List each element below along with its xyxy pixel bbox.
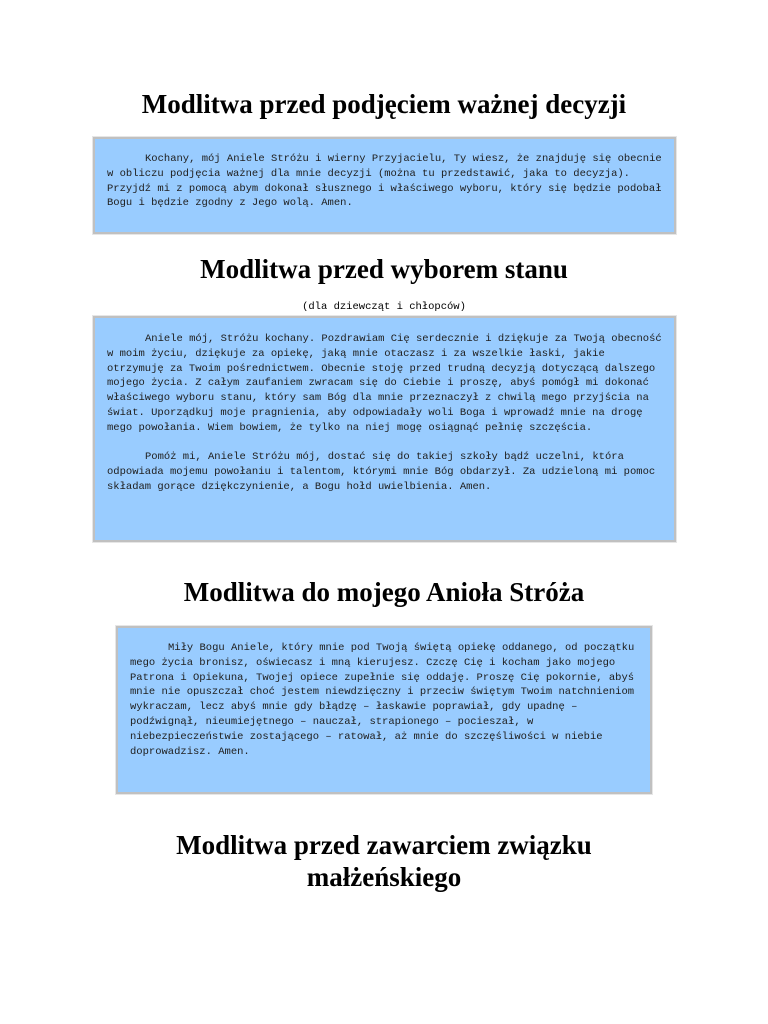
prayer-box (93, 137, 676, 234)
prayer-text: Kochany, mój Aniele Stróżu i wierny Przyjacielu, Ty wiesz, że znajduję się obecnie w obliczu podjęcia ważnej dla mnie decyzji (można tu przedstawić, jaka to decyzja). Przyjdź mi z pomocą abym dokonał słusznego i właściwego wyboru, który się będzie podobał Bogu i będzie zgodny z Jego wolą. Amen. (107, 153, 662, 210)
section-title: Modlitwa do mojego Anioła Stróża (183, 577, 585, 607)
prayer-box (93, 316, 676, 542)
section-title: Modlitwa przed zawarciem związku małżeńskiego (176, 830, 592, 892)
section-title: Modlitwa przed podjęciem ważnej decyzji (141, 89, 627, 119)
prayer-text: Aniele mój, Stróżu kochany. Pozdrawiam Cię serdecznie i dziękuje za Twoją obecność w moim życiu, dziękuje za opiekę, jaką mnie otaczasz i za wszelkie łaski, jakie otrzymuję za Twoim pośrednictwem. Obecnie stoję przed trudną decyzją dotyczącą dalszego mojego życia. Z całym zaufaniem zwracam się do Ciebie i proszę, abyś pomógł mi dokonać właściwego wyboru stanu, który sam Bóg dla mnie przeznaczył z chwilą mego przyjścia na świat. Uporządkuj moje pragnienia, aby odpowiadały woli Boga i wprowadź mnie na drogę mego powołania. Wiem bowiem, że tylko na niej mogę osiągnąć pełnię szczęścia. (107, 333, 662, 434)
prayer-text: Pomóż mi, Aniele Stróżu mój, dostać się do takiej szkoły bądź uczelni, która odpowiada mojemu powołaniu i talentom, którymi mnie Bóg obdarzył. Za udzieloną mi pomoc składam gorące dziękczynienie, a Bogu hołd uwielbienia. Amen. (107, 451, 656, 493)
section-subtitle: (dla dziewcząt i chłopców) (302, 301, 466, 313)
prayer-text: Miły Bogu Aniele, który mnie pod Twoją świętą opiekę oddanego, od początku mego życia bronisz, oświecasz i mną kierujesz. Czczę Cię i kocham jako mojego Patrona i Opiekuna, Twojej opiece zupełnie się oddaję. Proszę Cię pokornie, abyś mnie nie opuszczał choć jestem niewdzięczny i przeciw świętym Twoim natchnieniom wykraczam, lecz abyś mnie gdy błądzę – łaskawie poprawiał, gdy upadnę – podźwignął, nieumiejętnego – nauczał, strapionego – pocieszał, w niebezpieczeństwie zostającego – ratował, aż mnie do szczęśliwości w niebie doprowadzisz. Amen. (130, 642, 635, 758)
prayer-box (116, 626, 652, 794)
section-title: Modlitwa przed wyborem stanu (200, 254, 568, 284)
